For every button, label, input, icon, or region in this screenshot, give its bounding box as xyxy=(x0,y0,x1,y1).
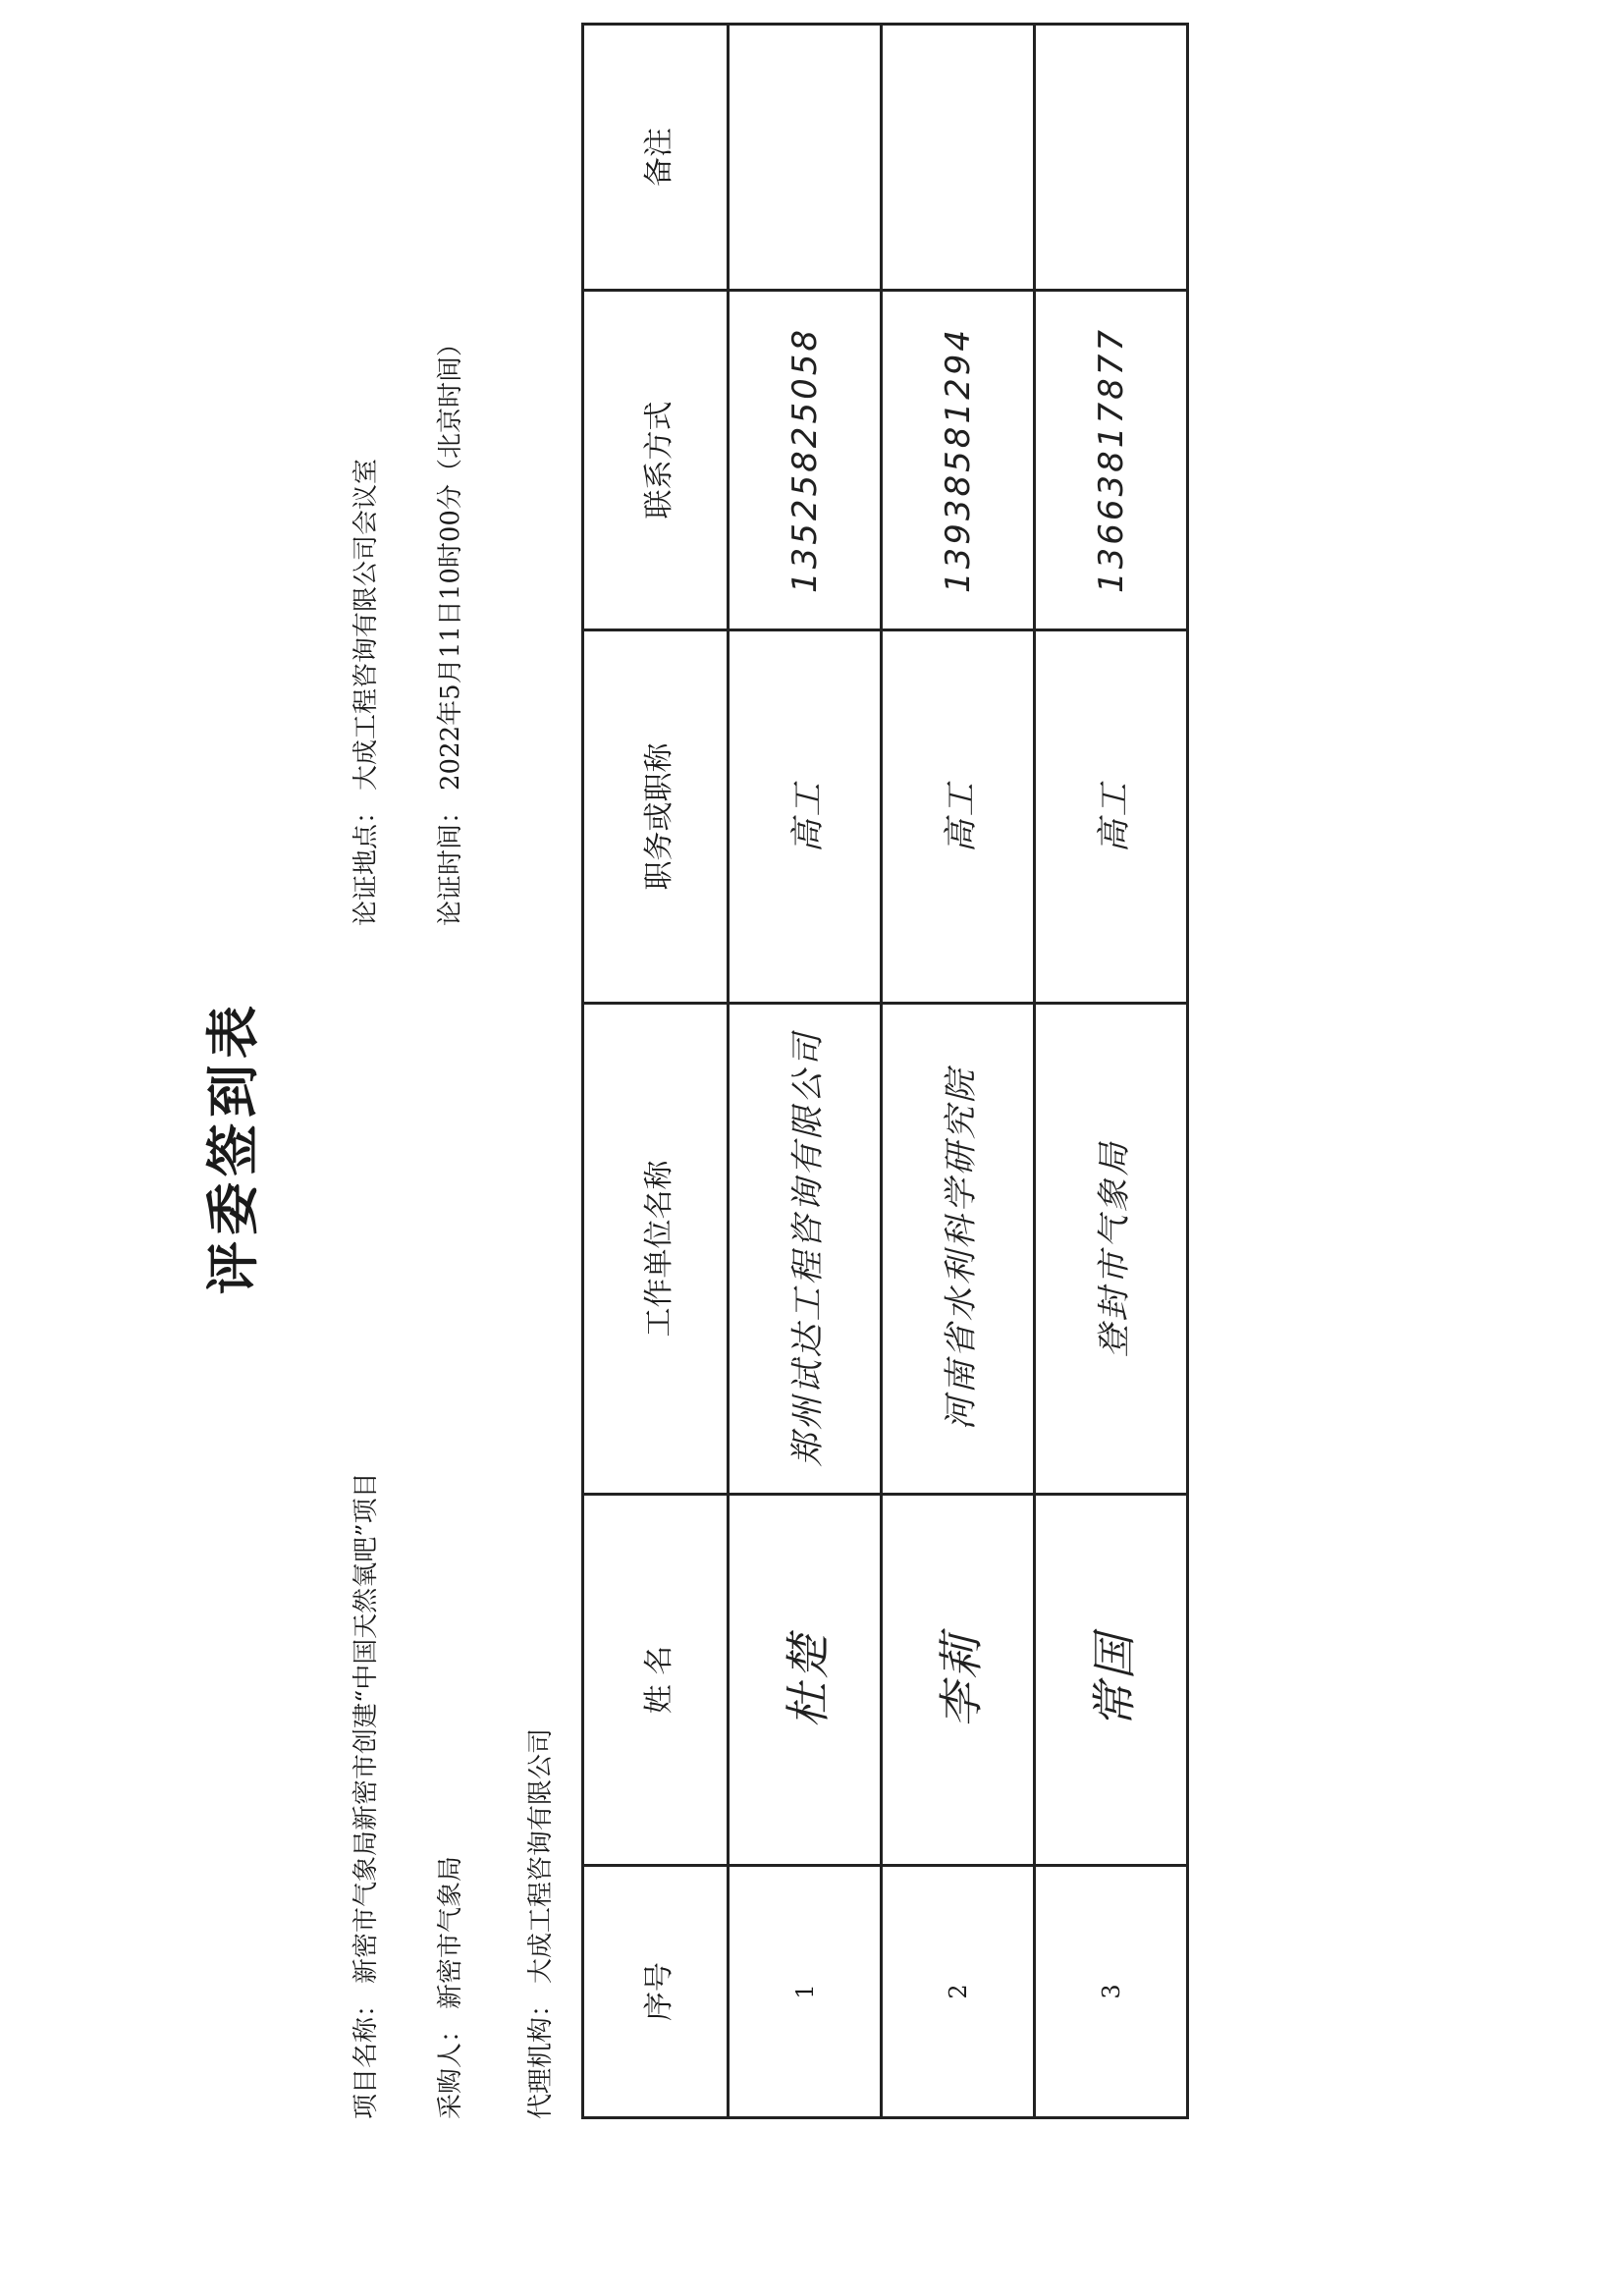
row-seq: 2 xyxy=(882,1866,1035,2118)
row-seq: 1 xyxy=(729,1866,882,2118)
project-name: 新密市气象局新密市创建“中国天然氧吧”项目 xyxy=(352,1472,381,1984)
row-unit: 河南省水利科学研究院 xyxy=(882,1004,1035,1495)
row-remark xyxy=(882,25,1035,291)
agency-value: 大成工程咨询有限公司 xyxy=(526,1727,556,1984)
table-row xyxy=(729,25,882,2118)
signature-name: 常国 xyxy=(1035,1495,1188,1866)
header-remark: 备注 xyxy=(583,25,729,291)
project-line xyxy=(346,1472,382,2119)
row-contact: 13938581294 xyxy=(882,291,1035,630)
time-value: 2022年5月11日10时00分（北京时间） xyxy=(436,331,465,791)
header-name: 姓 名 xyxy=(583,1495,729,1866)
sign-in-table xyxy=(581,23,1189,2119)
row-remark xyxy=(1035,25,1188,291)
row-unit: 登封市气象局 xyxy=(1035,1004,1188,1495)
agency-line xyxy=(520,1728,557,2119)
agency-label: 代理机构： xyxy=(526,1991,556,2119)
table-header-row xyxy=(583,25,729,2118)
header-contact: 联系方式 xyxy=(583,291,729,630)
row-title: 高工 xyxy=(729,630,882,1004)
row-remark xyxy=(729,25,882,291)
header-seq: 序号 xyxy=(583,1866,729,2118)
table-row xyxy=(882,25,1035,2118)
row-unit: 郑州试达工程咨询有限公司 xyxy=(729,1004,882,1495)
purchaser-line xyxy=(430,1856,466,2119)
row-contact: 13663817877 xyxy=(1035,291,1188,630)
purchaser-label: 采购人： xyxy=(436,2016,465,2119)
row-title: 高工 xyxy=(882,630,1035,1004)
signature-name: 李莉 xyxy=(882,1495,1035,1866)
project-label: 项目名称： xyxy=(352,1991,381,2119)
row-seq: 3 xyxy=(1035,1866,1188,2118)
time-label: 论证时间： xyxy=(436,797,465,926)
time-line xyxy=(430,331,466,926)
purchaser-value: 新密市气象局 xyxy=(436,1855,465,2009)
header-title: 职务或职称 xyxy=(583,630,729,1004)
signature-name: 杜楚 xyxy=(729,1495,882,1866)
venue-value: 大成工程咨询有限公司会议室 xyxy=(352,458,381,791)
venue-line xyxy=(346,459,382,926)
document-title: 评委签到表 xyxy=(202,1000,264,1294)
header-unit: 工作单位名称 xyxy=(583,1004,729,1495)
venue-label: 论证地点： xyxy=(352,797,381,926)
row-contact: 13525825058 xyxy=(729,291,882,630)
table-row xyxy=(1035,25,1188,2118)
row-title: 高工 xyxy=(1035,630,1188,1004)
